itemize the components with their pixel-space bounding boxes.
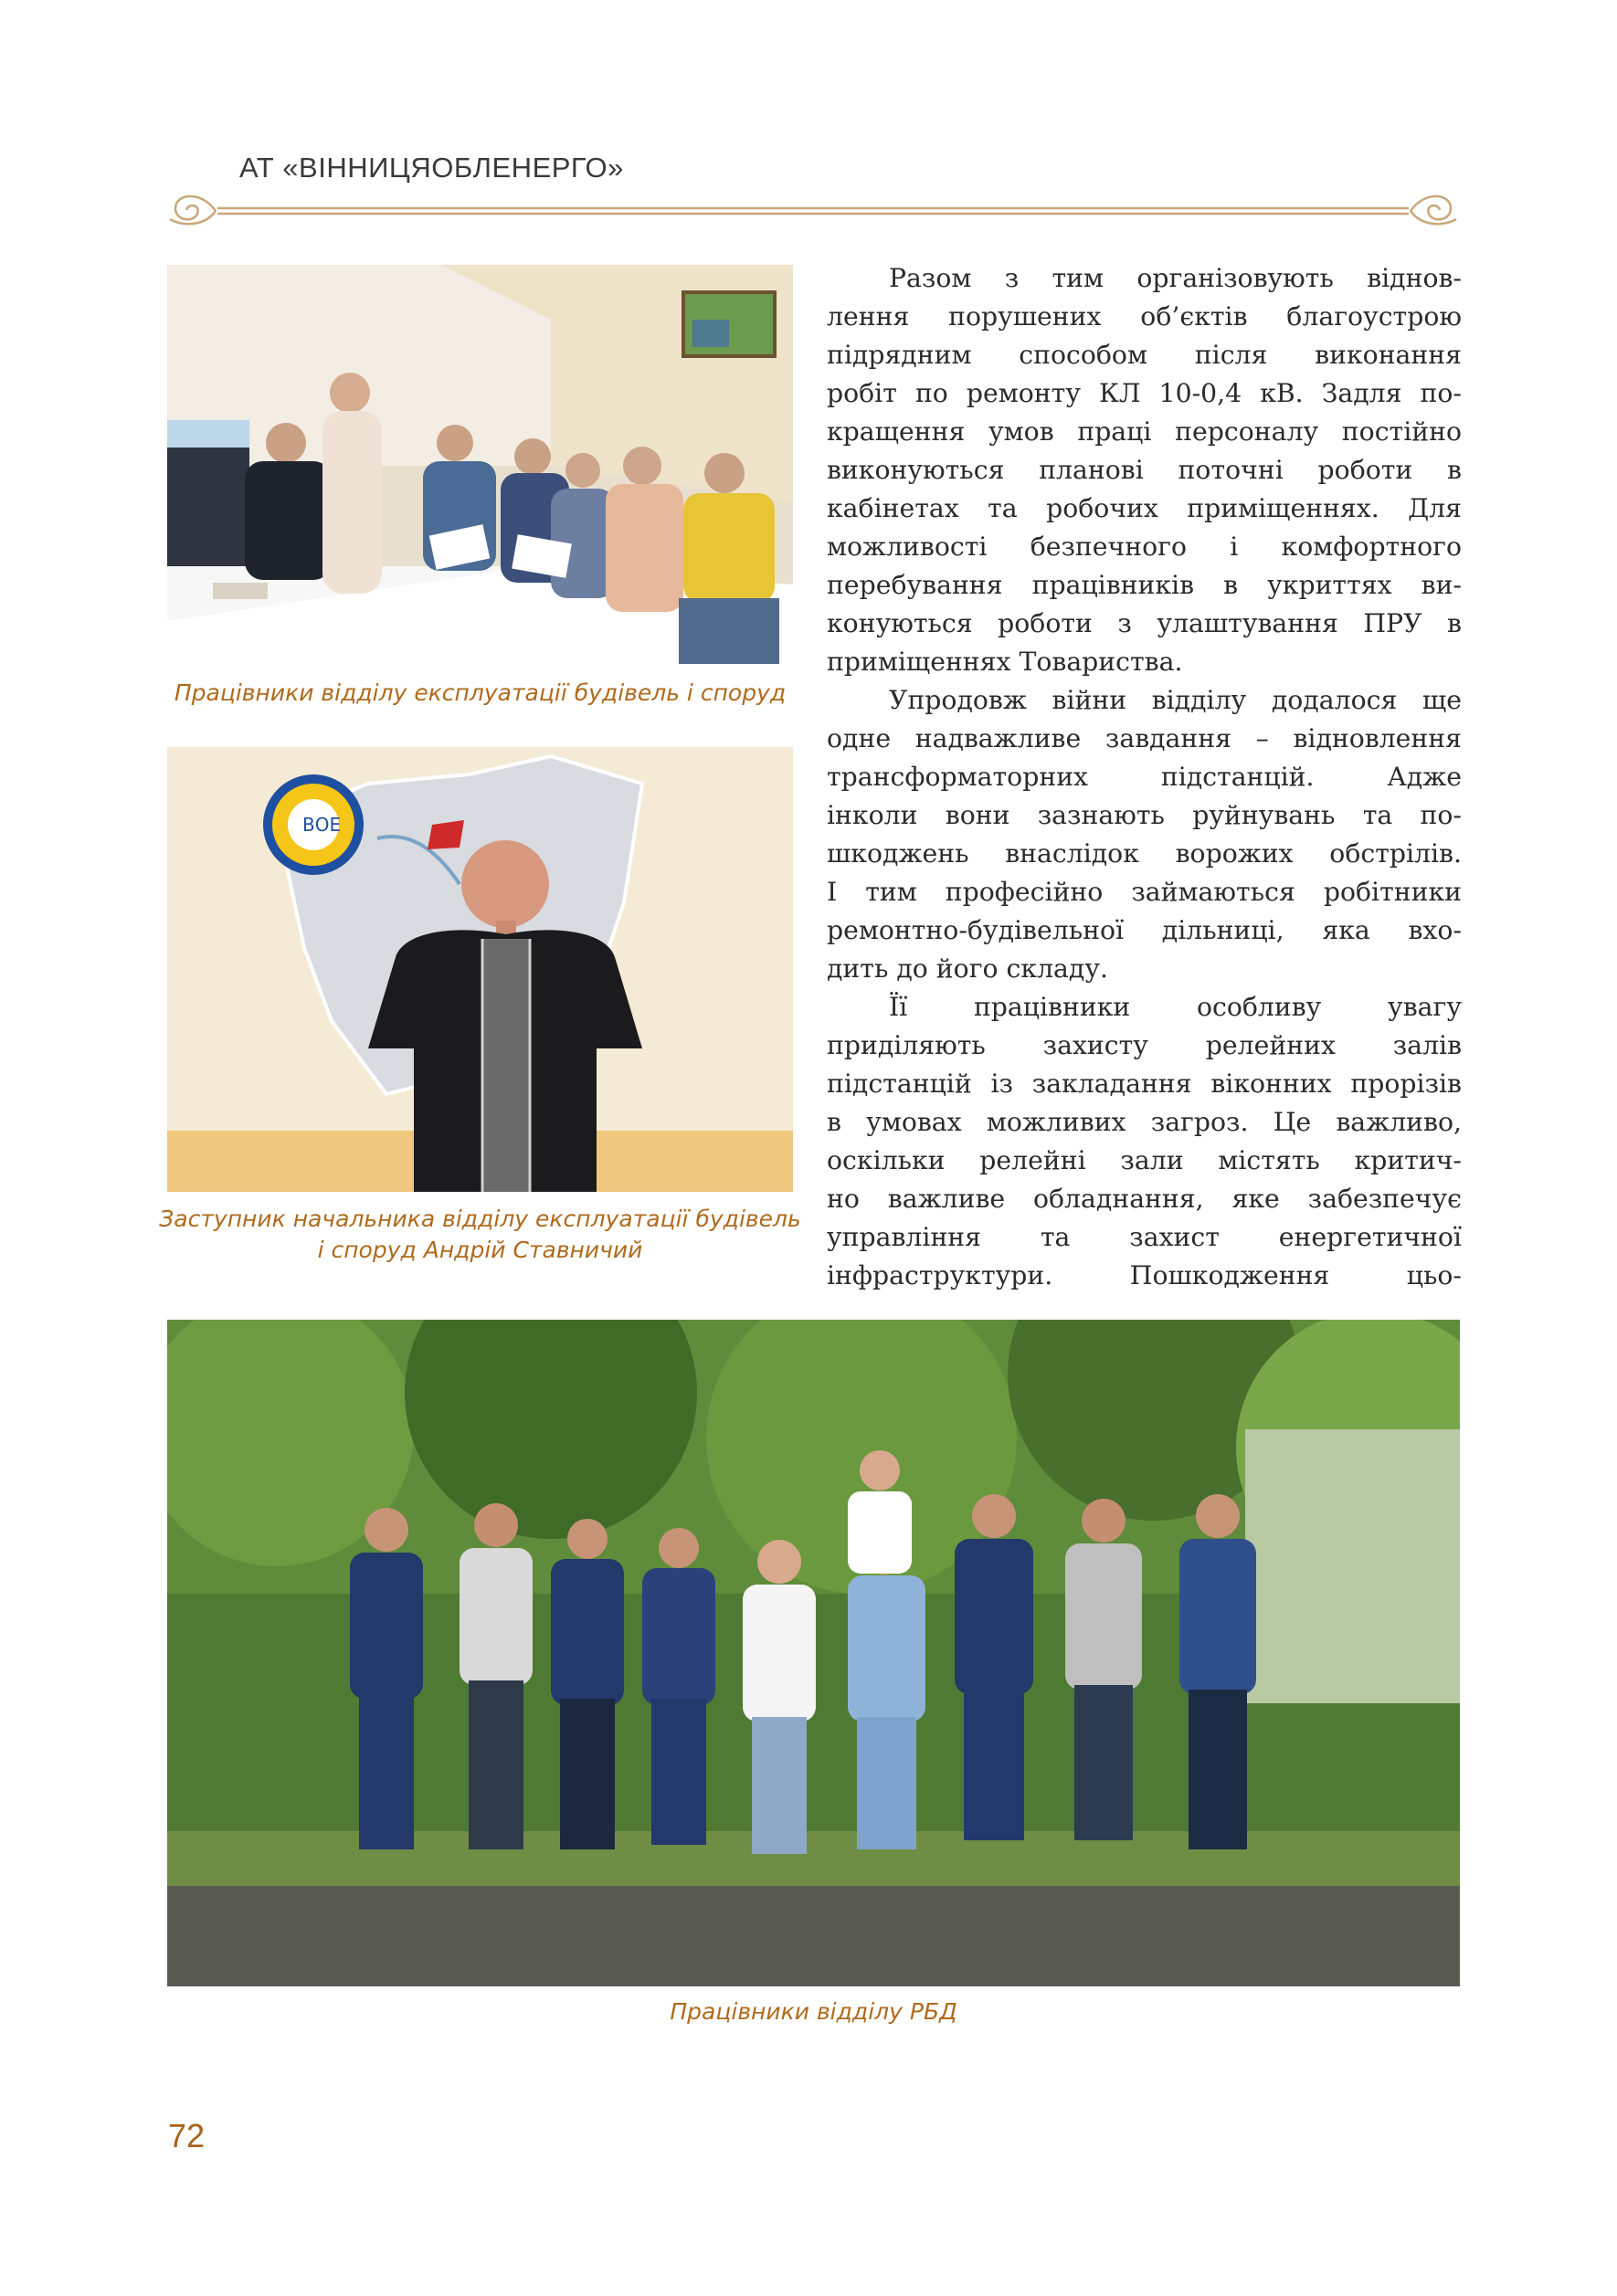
text-line: конуються роботи з улаштування ПРУ в xyxy=(827,608,1462,638)
text-line: робіт по ремонту КЛ 10-0,4 кВ. Задля по- xyxy=(827,378,1462,408)
text-line: виконуються планові поточні роботи в xyxy=(827,455,1462,485)
caption-line: Заступник начальника відділу експлуатації будівель xyxy=(159,1206,801,1232)
office-photo-caption xyxy=(167,678,793,709)
deputy-photo-caption xyxy=(153,1204,807,1266)
text-line: в умовах можливих загроз. Це важливо, xyxy=(827,1107,1462,1137)
text-line: Разом з тим організовують віднов- xyxy=(889,263,1462,293)
caption-line: Працівники відділу експлуатації будівель і споруд xyxy=(174,679,787,706)
text-line: приміщеннях Товариства. xyxy=(827,647,1183,677)
text-line: приділяють захисту релейних залів xyxy=(827,1030,1462,1060)
text-line: Її працівники особливу увагу xyxy=(889,992,1462,1022)
text-line: трансформаторних підстанцій. Адже xyxy=(827,762,1462,792)
office-team-photo xyxy=(167,265,793,664)
caption-line: і споруд Андрій Ставничий xyxy=(317,1237,643,1263)
caption-line: Працівники відділу РБД xyxy=(670,1998,957,2025)
text-line: кабінетах та робочих приміщеннях. Для xyxy=(827,493,1462,523)
header-ornament-rule xyxy=(164,181,1462,228)
svg-text:ВОЕ: ВОЕ xyxy=(302,814,342,836)
text-line: управління та захист енергетичної xyxy=(827,1222,1462,1252)
article-body-text xyxy=(827,259,1462,1295)
text-line: підстанцій із закладання віконних прорізів xyxy=(827,1069,1462,1099)
text-line: Упродовж війни відділу додалося ще xyxy=(889,685,1462,715)
paragraph xyxy=(827,988,1462,1295)
rbd-team-group-photo xyxy=(167,1320,1460,1986)
text-line: лення порушених об’єктів благоустрою xyxy=(827,301,1462,332)
running-header-title: АТ «ВІННИЦЯОБЛЕНЕРГО» xyxy=(239,152,624,184)
text-line: інфраструктури. Пошкодження цьо- xyxy=(827,1260,1462,1290)
text-line: шкоджень внаслідок ворожих обстрілів. xyxy=(827,838,1462,869)
text-line: інколи вони зазнають руйнувань та по- xyxy=(827,800,1462,830)
paragraph xyxy=(827,259,1462,681)
paragraph xyxy=(827,681,1462,988)
text-line: ремонтно-будівельної дільниці, яка вхо- xyxy=(827,915,1462,945)
group-photo-caption xyxy=(167,1996,1460,2027)
text-line: підрядним способом після виконання xyxy=(827,340,1462,370)
text-line: кращення умов праці персоналу постійно xyxy=(827,416,1462,447)
text-line: можливості безпечного і комфортного xyxy=(827,532,1462,562)
text-line: но важливе обладнання, яке забезпечує xyxy=(827,1184,1462,1214)
text-line: оскільки релейні зали містять критич- xyxy=(827,1145,1462,1175)
text-line: дить до його складу. xyxy=(827,953,1108,984)
text-line: перебування працівників в укриттях ви- xyxy=(827,570,1462,600)
text-line: одне надважливе завдання – відновлення xyxy=(827,723,1462,753)
text-line: І тим професійно займаються робітники xyxy=(827,877,1462,907)
page-number: 72 xyxy=(168,2117,206,2154)
deputy-portrait-photo xyxy=(167,747,793,1192)
